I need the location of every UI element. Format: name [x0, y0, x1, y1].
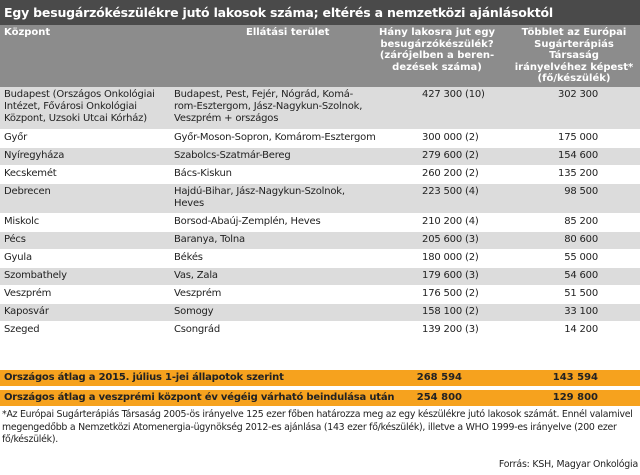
center-cell: Kaposvár — [4, 306, 49, 317]
area-cell: Baranya, Tolna — [174, 234, 245, 245]
population-cell: 180 000 — [422, 252, 462, 263]
source-note: Forrás: KSH, Magyar Onkológia — [498, 459, 638, 470]
table-row — [0, 166, 640, 184]
unit-count-cell: (3) — [465, 324, 479, 335]
population-cell: 139 200 — [422, 324, 462, 335]
header-center: Központ — [4, 27, 51, 38]
population-cell: 260 200 — [422, 168, 462, 179]
surplus-cell: 14 200 — [564, 324, 598, 335]
table-row — [0, 232, 640, 250]
area-cell: Győr-Moson-Sopron, Komárom-Esztergom — [174, 132, 376, 143]
surplus-cell: 55 000 — [564, 252, 598, 263]
area-cell: Borsod-Abaúj-Zemplén, Heves — [174, 216, 321, 227]
table-row — [0, 304, 640, 322]
header-population: Hány lakosra jut egy besugárzókészülék? (zárójelben a beren- dezések száma) — [378, 27, 496, 73]
population-cell: 176 500 — [422, 288, 462, 299]
area-cell: Vas, Zala — [174, 270, 218, 281]
area-cell: Hajdú-Bihar, Jász-Nagykun-Szolnok, Heves — [174, 186, 345, 209]
unit-count-cell: (3) — [465, 234, 479, 245]
table-row — [0, 322, 640, 340]
center-cell: Szombathely — [4, 270, 67, 281]
header-area: Ellátási terület — [246, 27, 330, 38]
surplus-cell: 51 500 — [564, 288, 598, 299]
table-row — [0, 250, 640, 268]
unit-count-cell: (10) — [465, 89, 485, 100]
average-row-veszprem: Országos átlag a veszprémi központ év végéig várható beindulása után 254 800 129 800 — [0, 388, 640, 406]
center-cell: Miskolc — [4, 216, 40, 227]
population-cell: 427 300 — [422, 89, 462, 100]
unit-count-cell: (2) — [465, 306, 479, 317]
surplus-cell: 175 000 — [558, 132, 598, 143]
surplus-cell: 54 600 — [564, 270, 598, 281]
unit-count-cell: (4) — [465, 186, 479, 197]
area-cell: Somogy — [174, 306, 214, 317]
unit-count-cell: (2) — [465, 252, 479, 263]
area-cell: Budapest, Pest, Fejér, Nógrád, Komá- rom-Esztergom, Jász-Nagykun-Szolnok, Veszprém + országos — [174, 89, 363, 124]
surplus-cell: 135 200 — [558, 168, 598, 179]
surplus-cell: 98 500 — [564, 186, 598, 197]
population-cell: 210 200 — [422, 216, 462, 227]
surplus-cell: 80 600 — [564, 234, 598, 245]
population-cell: 223 500 — [422, 186, 462, 197]
center-cell: Debrecen — [4, 186, 51, 197]
surplus-cell: 85 200 — [564, 216, 598, 227]
table-title: Egy besugárzókészülékre jutó lakosok száma; eltérés a nemzetközi ajánlásoktól — [0, 0, 640, 25]
unit-count-cell: (2) — [465, 150, 479, 161]
area-cell: Csongrád — [174, 324, 220, 335]
center-cell: Győr — [4, 132, 28, 143]
area-cell: Szabolcs-Szatmár-Bereg — [174, 150, 291, 161]
table-row — [0, 268, 640, 286]
population-cell: 279 600 — [422, 150, 462, 161]
table-row — [0, 184, 640, 214]
surplus-cell: 154 600 — [558, 150, 598, 161]
average-row-2015: Országos átlag a 2015. július 1-jei állapotok szerint 268 594 143 594 — [0, 370, 640, 386]
center-cell: Gyula — [4, 252, 32, 263]
surplus-cell: 33 100 — [564, 306, 598, 317]
population-cell: 158 100 — [422, 306, 462, 317]
population-cell: 300 000 — [422, 132, 462, 143]
unit-count-cell: (3) — [465, 270, 479, 281]
unit-count-cell: (2) — [465, 288, 479, 299]
unit-count-cell: (4) — [465, 216, 479, 227]
table-row — [0, 87, 640, 130]
center-cell: Nyíregyháza — [4, 150, 65, 161]
table-row — [0, 130, 640, 148]
area-cell: Bács-Kiskun — [174, 168, 232, 179]
center-cell: Veszprém — [4, 288, 52, 299]
table-row — [0, 214, 640, 232]
center-cell: Szeged — [4, 324, 40, 335]
area-cell: Békés — [174, 252, 203, 263]
center-cell: Pécs — [4, 234, 26, 245]
population-cell: 179 600 — [422, 270, 462, 281]
footnote: *Az Európai Sugárterápiás Társaság 2005-ös irányelve 125 ezer főben határozza meg az egy készülékre jutó lakosok számát. Ennél valamivel megengedőbb a Nemzetközi Atomenergia-ügynökség 2012-es ajánlása (143 ezer fő/készülék), illetve a WHO 1999-es irányelve (200 ezer fő/készülék). — [2, 409, 633, 446]
table-row — [0, 286, 640, 304]
center-cell: Kecskemét — [4, 168, 57, 179]
center-cell: Budapest (Országos Onkológiai Intézet, Fővárosi Onkológiai Központ, Uzsoki Utcai Kórház) — [4, 89, 155, 124]
surplus-cell: 302 300 — [558, 89, 598, 100]
unit-count-cell: (2) — [465, 168, 479, 179]
header-surplus: Többlet az Európai Sugárterápiás Társaság irányelvéhez képest* (fő/készülék) — [514, 27, 634, 84]
table-header — [0, 25, 640, 87]
area-cell: Veszprém — [174, 288, 222, 299]
population-cell: 205 600 — [422, 234, 462, 245]
table-row — [0, 148, 640, 166]
unit-count-cell: (2) — [465, 132, 479, 143]
